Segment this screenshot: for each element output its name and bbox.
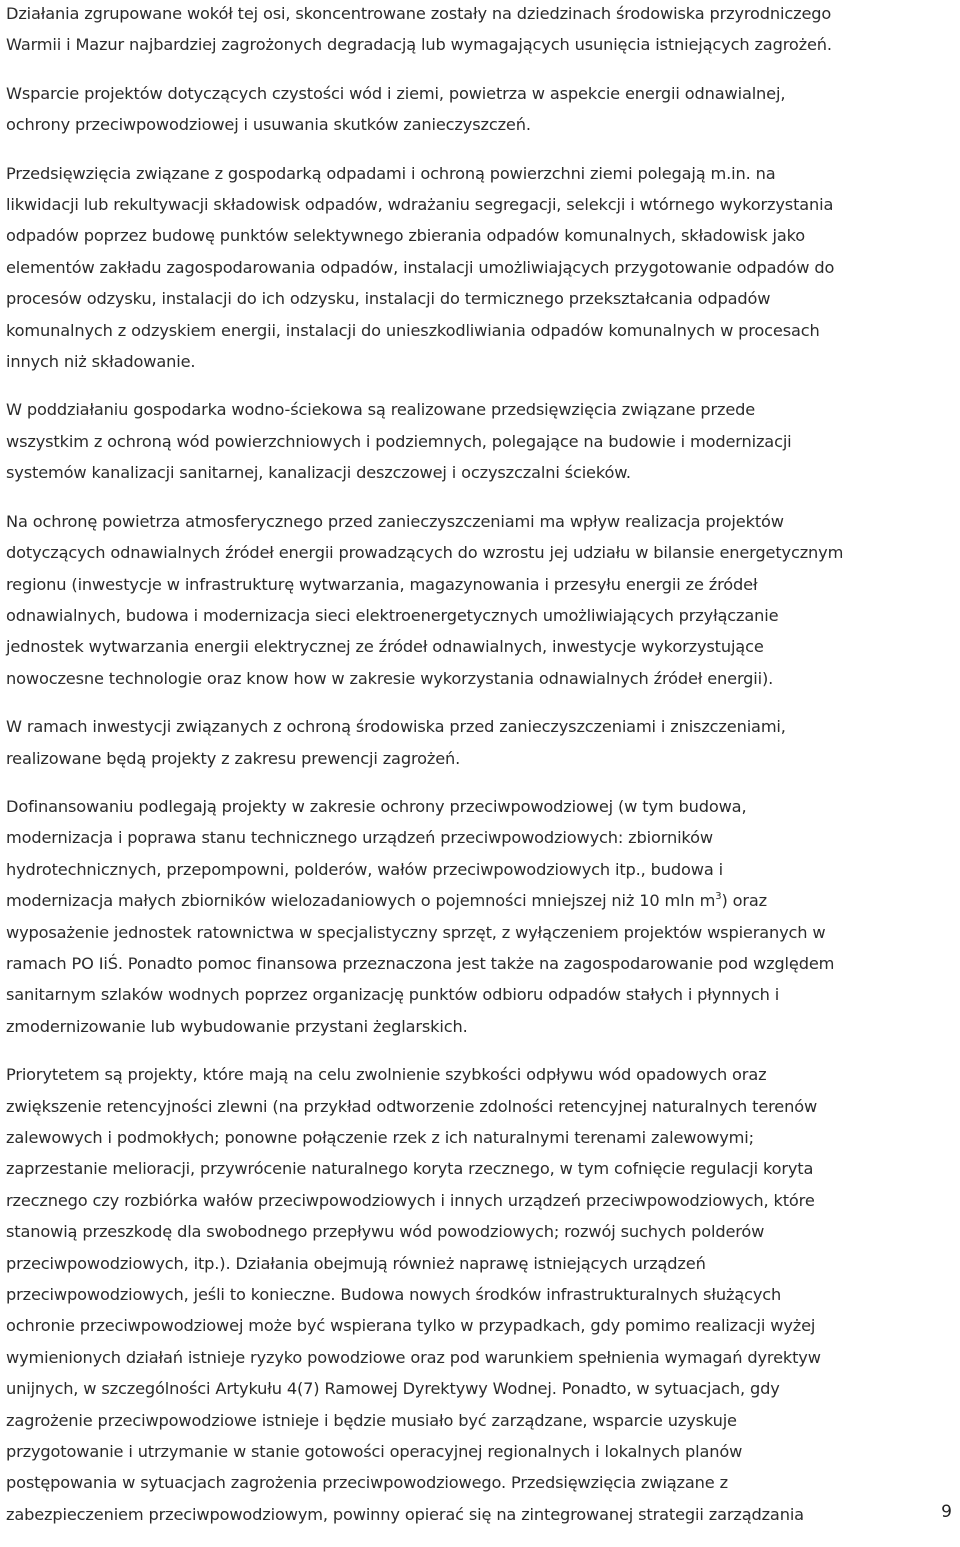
text-line: ochronie przeciwpowodziowej może być wspierana tylko w przypadkach, gdy pomimo realizacji wyżej bbox=[6, 1316, 816, 1336]
superscript-exponent: 3 bbox=[715, 891, 722, 903]
text-line: stanowią przeszkodę dla swobodnego przepływu wód powodziowych; rozwój suchych polderów bbox=[6, 1222, 765, 1242]
text-line: Wsparcie projektów dotyczących czystości wód i ziemi, powietrza w aspekcie energii odnawialnej, bbox=[6, 83, 786, 103]
text-line: nowoczesne technologie oraz know how w zakresie wykorzystania odnawialnych źródeł energii). bbox=[6, 668, 774, 688]
text-line: procesów odzysku, instalacji do ich odzysku, instalacji do termicznego przekształcania odpadów bbox=[6, 289, 771, 309]
text-line: wszystkim z ochroną wód powierzchniowych i podziemnych, polegające na budowie i modernizacji bbox=[6, 431, 792, 451]
text-line: przeciwpowodziowych, jeśli to konieczne. Budowa nowych środków infrastrukturalnych służących bbox=[6, 1285, 782, 1305]
text-line: przygotowanie i utrzymanie w stanie gotowości operacyjnej regionalnych i lokalnych planów bbox=[6, 1442, 743, 1462]
text-line: Przedsięwzięcia związane z gospodarką odpadami i ochroną powierzchni ziemi polegają m.in. na bbox=[6, 163, 776, 183]
text-line: odpadów poprzez budowę punktów selektywnego zbierania odpadów komunalnych, składowisk jako bbox=[6, 226, 806, 246]
text-line: zalewowych i podmokłych; ponowne połączenie rzek z ich naturalnymi terenami zalewowymi; bbox=[6, 1128, 754, 1147]
paragraph-air-protection bbox=[6, 506, 954, 694]
text-line: modernizacja i poprawa stanu technicznego urządzeń przeciwpowodziowych: zbiorników bbox=[6, 828, 713, 848]
text-line bbox=[6, 885, 954, 916]
text-line: ochrony przeciwpowodziowej i usuwania skutków zanieczyszczeń. bbox=[6, 115, 531, 135]
text-line: Warmii i Mazur najbardziej zagrożonych degradacją lub wymagających usunięcia istniejących zagrożeń. bbox=[6, 35, 832, 55]
text-line: systemów kanalizacji sanitarnej, kanalizacji deszczowej i oczyszczalni ścieków. bbox=[6, 463, 631, 483]
text-line: dotyczących odnawialnych źródeł energii prowadzących do wzrostu jej udziału w bilansie energetycznym bbox=[6, 543, 844, 563]
text-line: hydrotechnicznych, przepompowni, polderów, wałów przeciwpowodziowych itp., budowa i bbox=[6, 859, 723, 879]
page-number: 9 bbox=[941, 1502, 952, 1522]
text-line: postępowania w sytuacjach zagrożenia przeciwpowodziowego. Przedsięwzięcia związane z bbox=[6, 1473, 728, 1493]
text-line: zabezpieczeniem przeciwpowodziowym, powinny opierać się na zintegrowanej strategii zarządzania bbox=[6, 1504, 804, 1524]
text-line: likwidacji lub rekultywacji składowisk odpadów, wdrażaniu segregacji, selekcji i wtórnego wykorzystania bbox=[6, 195, 834, 215]
text-line-main: modernizacja małych zbiorników wielozadaniowych o pojemności mniejszej niż 10 mln m bbox=[6, 891, 716, 911]
text-line: W poddziałaniu gospodarka wodno-ściekowa są realizowane przedsięwzięcia związane przede bbox=[6, 400, 756, 420]
text-line: przeciwpowodziowych, itp.). Działania obejmują również naprawę istniejących urządzeń bbox=[6, 1253, 706, 1273]
text-line: Na ochronę powietrza atmosferycznego przed zanieczyszczeniami ma wpływ realizacja projektów bbox=[6, 511, 784, 531]
text-line: Działania zgrupowane wokół tej osi, skoncentrowane zostały na dziedzinach środowiska przyrodniczego bbox=[6, 4, 832, 23]
text-line: jednostek wytwarzania energii elektrycznej ze źródeł odnawialnych, inwestycje wykorzystujące bbox=[6, 637, 764, 657]
text-line: innych niż składowanie. bbox=[6, 352, 196, 372]
text-line: ramach PO IiŚ. Ponadto pomoc finansowa przeznaczona jest także na zagospodarowanie pod względem bbox=[6, 953, 835, 973]
paragraph-flood-cofinancing bbox=[6, 791, 954, 1042]
document-page bbox=[6, 0, 954, 1547]
paragraph-water-sewage bbox=[6, 394, 954, 488]
text-line: W ramach inwestycji związanych z ochroną środowiska przed zanieczyszczeniami i zniszczeniami, bbox=[6, 717, 786, 737]
text-line: sanitarnym szlaków wodnych poprzez organizację punktów odbioru odpadów stałych i płynnych i bbox=[6, 985, 780, 1005]
text-line: rzecznego czy rozbiórka wałów przeciwpowodziowych i innych urządzeń przeciwpowodziowych, które bbox=[6, 1190, 815, 1210]
paragraph-intro bbox=[6, 0, 954, 61]
text-line: zmodernizowanie lub wybudowanie przystani żeglarskich. bbox=[6, 1016, 468, 1036]
text-line: regionu (inwestycje w infrastrukturę wytwarzania, magazynowania i przesyłu energii ze źródeł bbox=[6, 574, 758, 594]
text-line: wyposażenie jednostek ratownictwa w specjalistyczny sprzęt, z wyłączeniem projektów wspieranych w bbox=[6, 922, 826, 942]
text-line: odnawialnych, budowa i modernizacja sieci elektroenergetycznych umożliwiających przyłączanie bbox=[6, 605, 779, 625]
text-line: unijnych, w szczególności Artykułu 4(7) Ramowej Dyrektywy Wodnej. Ponadto, w sytuacjach, gdy bbox=[6, 1379, 780, 1399]
text-line: Dofinansowaniu podlegają projekty w zakresie ochrony przeciwpowodziowej (w tym budowa, bbox=[6, 796, 747, 816]
text-line: zagrożenie przeciwpowodziowe istnieje i będzie musiało być zarządzane, wsparcie uzyskuje bbox=[6, 1410, 737, 1430]
text-line: wymienionych działań istnieje ryzyko powodziowe oraz pod warunkiem spełnienia wymagań dyrektyw bbox=[6, 1347, 821, 1367]
paragraph-risk-prevention bbox=[6, 711, 954, 774]
paragraph-support-scope bbox=[6, 78, 954, 141]
paragraph-waste-management bbox=[6, 158, 954, 378]
text-line: komunalnych z odzyskiem energii, instalacji do unieszkodliwiania odpadów komunalnych w procesach bbox=[6, 320, 820, 340]
text-line-tail: ) oraz bbox=[721, 891, 767, 911]
paragraph-priority-projects bbox=[6, 1059, 954, 1530]
text-line: realizowane będą projekty z zakresu prewencji zagrożeń. bbox=[6, 748, 461, 768]
text-line: zwiększenie retencyjności zlewni (na przykład odtworzenie zdolności retencyjnej naturalnych terenów bbox=[6, 1096, 818, 1116]
text-line: elementów zakładu zagospodarowania odpadów, instalacji umożliwiających przygotowanie odpadów do bbox=[6, 257, 835, 277]
text-line: zaprzestanie melioracji, przywrócenie naturalnego koryta rzecznego, w tym cofnięcie regulacji koryta bbox=[6, 1159, 814, 1179]
text-line: Priorytetem są projekty, które mają na celu zwolnienie szybkości odpływu wód opadowych oraz bbox=[6, 1065, 767, 1085]
